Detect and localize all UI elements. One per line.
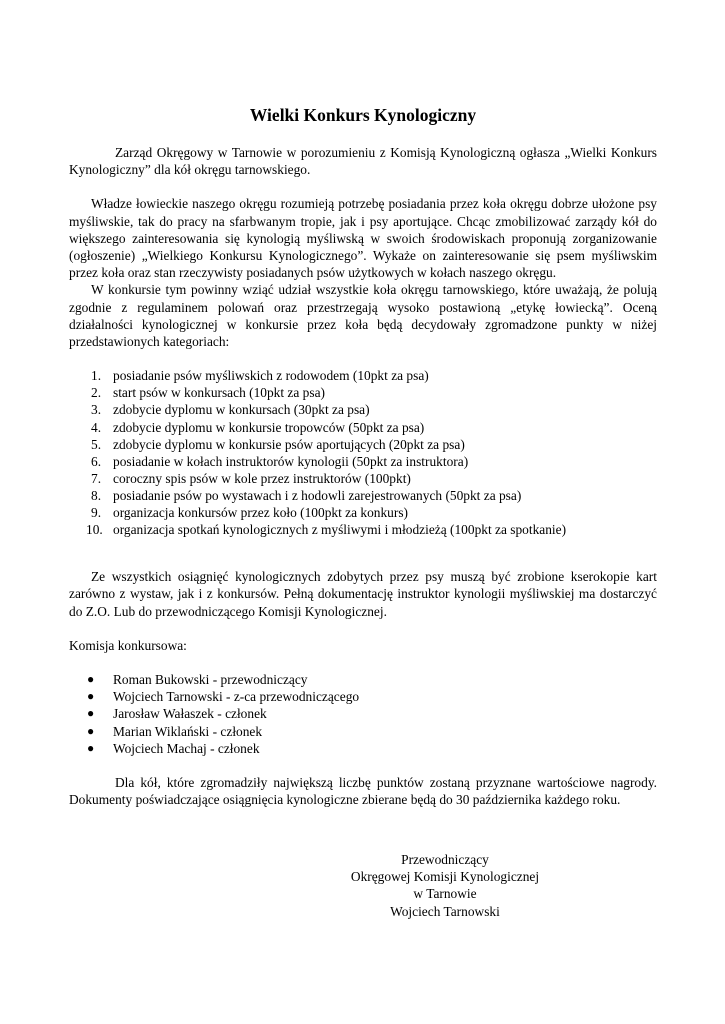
list-item (69, 688, 657, 705)
committee-label: Komisja konkursowa: (69, 637, 187, 653)
signature-line: Przewodniczący (401, 852, 489, 867)
list-item (69, 367, 657, 384)
document-page (69, 104, 657, 808)
list-text: Roman Bukowski - przewodniczący (113, 671, 308, 687)
list-number: 7. (91, 470, 102, 486)
list-item (69, 384, 657, 401)
intro-paragraph: Zarząd Okręgowy w Tarnowie w porozumieniu z Komisją Kynologiczną ogłasza „Wielki Konkurs Kynologiczny” dla kół okręgu tarnowskiego. (69, 145, 657, 178)
list-text: Wojciech Machaj - członek (113, 740, 260, 756)
list-text: Jarosław Wałaszek - członek (113, 706, 267, 722)
paragraph-participation: W konkursie tym powinny wziąć udział wszystkie koła okręgu tarnowskiego, które uważają, że polują zgodnie z regulaminem polowań oraz przestrzegają wysoko postawioną „etykę łowiecką”. Oceną działalności kynologicznej w konkursie przez koła będą decydowały zgromadzone punkty w niżej przedstawionych kategoriach: (69, 282, 657, 350)
list-number: 3. (91, 402, 102, 418)
list-item (69, 521, 657, 538)
list-item (69, 705, 657, 722)
document-title: Wielki Konkurs Kynologiczny (249, 105, 477, 125)
list-text: Marian Wiklański - członek (113, 723, 263, 739)
list-item (69, 419, 657, 436)
committee-list (69, 671, 657, 757)
list-number: 2. (91, 385, 102, 401)
list-text: posiadanie psów po wystawach i z hodowli zarejestrowanych (50pkt za psa) (113, 487, 522, 503)
list-item (69, 504, 657, 521)
list-text: coroczny spis psów w kole przez instruktorów (100pkt) (113, 470, 411, 486)
categories-list (69, 367, 657, 538)
list-item (69, 470, 657, 487)
list-text: Wojciech Tarnowski - z-ca przewodniczącego (113, 689, 360, 705)
list-item (69, 487, 657, 504)
list-item (69, 453, 657, 470)
bullet-icon: ● (87, 740, 95, 755)
list-text: zdobycie dyplomu w konkursach (30pkt za psa) (113, 402, 370, 418)
list-text: posiadanie w kołach instruktorów kynologii (50pkt za instruktora) (113, 453, 469, 469)
bullet-icon: ● (87, 689, 95, 704)
list-number: 10. (86, 522, 103, 538)
signature-line: Wojciech Tarnowski (390, 903, 500, 919)
signature-block (320, 851, 570, 920)
list-item (69, 723, 657, 740)
list-number: 5. (91, 436, 102, 452)
list-number: 1. (91, 368, 102, 384)
list-text: zdobycie dyplomu w konkursie tropowców (50pkt za psa) (113, 419, 425, 435)
list-text: zdobycie dyplomu w konkursie psów aportujących (20pkt za psa) (113, 436, 465, 452)
list-text: start psów w konkursach (10pkt za psa) (113, 385, 325, 401)
paragraph-authorities: Władze łowieckie naszego okręgu rozumieją potrzebę posiadania przez koła okręgu dobrze ułożone psy myśliwskie, tak do pracy na sfarbwanym tropie, jak i psy aportujące. Chcąc zmobilizować zarządy kół do większego zainteresowania się kynologią myśliwską w swoich środowiskach proponują zorganizowanie (ogłoszenie) „Wielkiego Konkursu Kynologicznego”. Wykaże on zainteresowanie się psem myśliwskim przez koła oraz stan rzeczywisty posiadanych psów użytkowych w kołach naszego okręgu. (69, 196, 657, 281)
list-item (69, 671, 657, 688)
bullet-icon: ● (87, 723, 95, 738)
bullet-icon: ● (87, 671, 95, 686)
list-text: organizacja konkursów przez koło (100pkt za konkurs) (113, 504, 408, 520)
list-item (69, 436, 657, 453)
list-item (69, 401, 657, 418)
list-number: 9. (91, 504, 102, 520)
paragraph-awards: Dla kół, które zgromadziły największą liczbę punktów zostaną przyznane wartościowe nagrody. Dokumenty poświadczające osiągnięcia kynologiczne zbierane będą do 30 października każdego roku. (69, 774, 657, 808)
bullet-icon: ● (87, 706, 95, 721)
list-number: 4. (91, 419, 102, 435)
list-text: posiadanie psów myśliwskich z rodowodem (10pkt za psa) (113, 368, 429, 384)
list-item (69, 740, 657, 757)
paragraph-documentation: Ze wszystkich osiągnięć kynologicznych zdobytych przez psy muszą być zrobione kserokopie kart zarówno z wystaw, jak i z konkursów. Pełną dokumentację instruktor kynologii myśliwskiej ma dostarczyć do Z.O. Lub do przewodniczącego Komisji Kynologicznej. (69, 569, 657, 619)
list-text: organizacja spotkań kynologicznych z myśliwymi i młodzieżą (100pkt za spotkanie) (113, 522, 567, 538)
signature-line: Okręgowej Komisji Kynologicznej (350, 869, 540, 885)
list-number: 6. (91, 453, 102, 469)
signature-line: w Tarnowie (413, 886, 477, 902)
list-number: 8. (91, 487, 102, 503)
